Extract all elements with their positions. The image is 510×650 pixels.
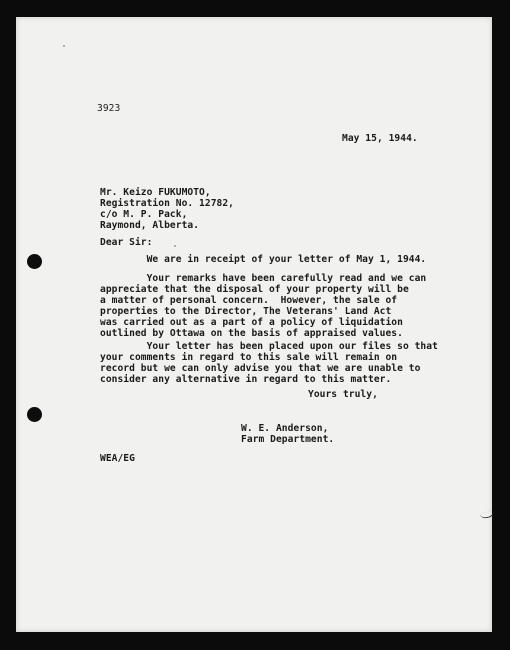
letter-date: May 15, 1944.: [342, 133, 418, 144]
punch-hole-top: [27, 254, 42, 269]
paper-speck: [63, 45, 65, 47]
recipient-line: c/o M. P. Pack,: [100, 209, 188, 220]
recipient-line: Mr. Keizo FUKUMOTO,: [100, 187, 211, 198]
file-number: 3923: [97, 103, 121, 114]
paper-speck: [174, 245, 176, 247]
body-paragraph-1: We are in receipt of your letter of May 1, 1944.: [100, 254, 427, 265]
signature-name: W. E. Anderson,: [241, 423, 329, 434]
signature-department: Farm Department.: [241, 434, 335, 445]
typist-initials: WEA/EG: [100, 453, 135, 464]
body-paragraph-2: Your remarks have been carefully read and we can appreciate that the disposal of your property will be a matter of personal concern. However, the sale of properties to the Director, The Veterans' Land Act was carried out as a part of a policy of liquidation outlined by Ottawa on the basis of appraised values.: [100, 273, 427, 339]
recipient-line: Registration No. 12782,: [100, 198, 234, 209]
closing: Yours truly,: [308, 389, 378, 400]
recipient-line: Raymond, Alberta.: [100, 220, 200, 231]
salutation: Dear Sir:: [100, 237, 153, 248]
body-paragraph-3: Your letter has been placed upon our files so that your comments in regard to this sale will remain on record but we can only advise you that we are unable to consider any alternative in regard to this matter.: [100, 341, 438, 385]
punch-hole-bottom: [27, 407, 42, 422]
